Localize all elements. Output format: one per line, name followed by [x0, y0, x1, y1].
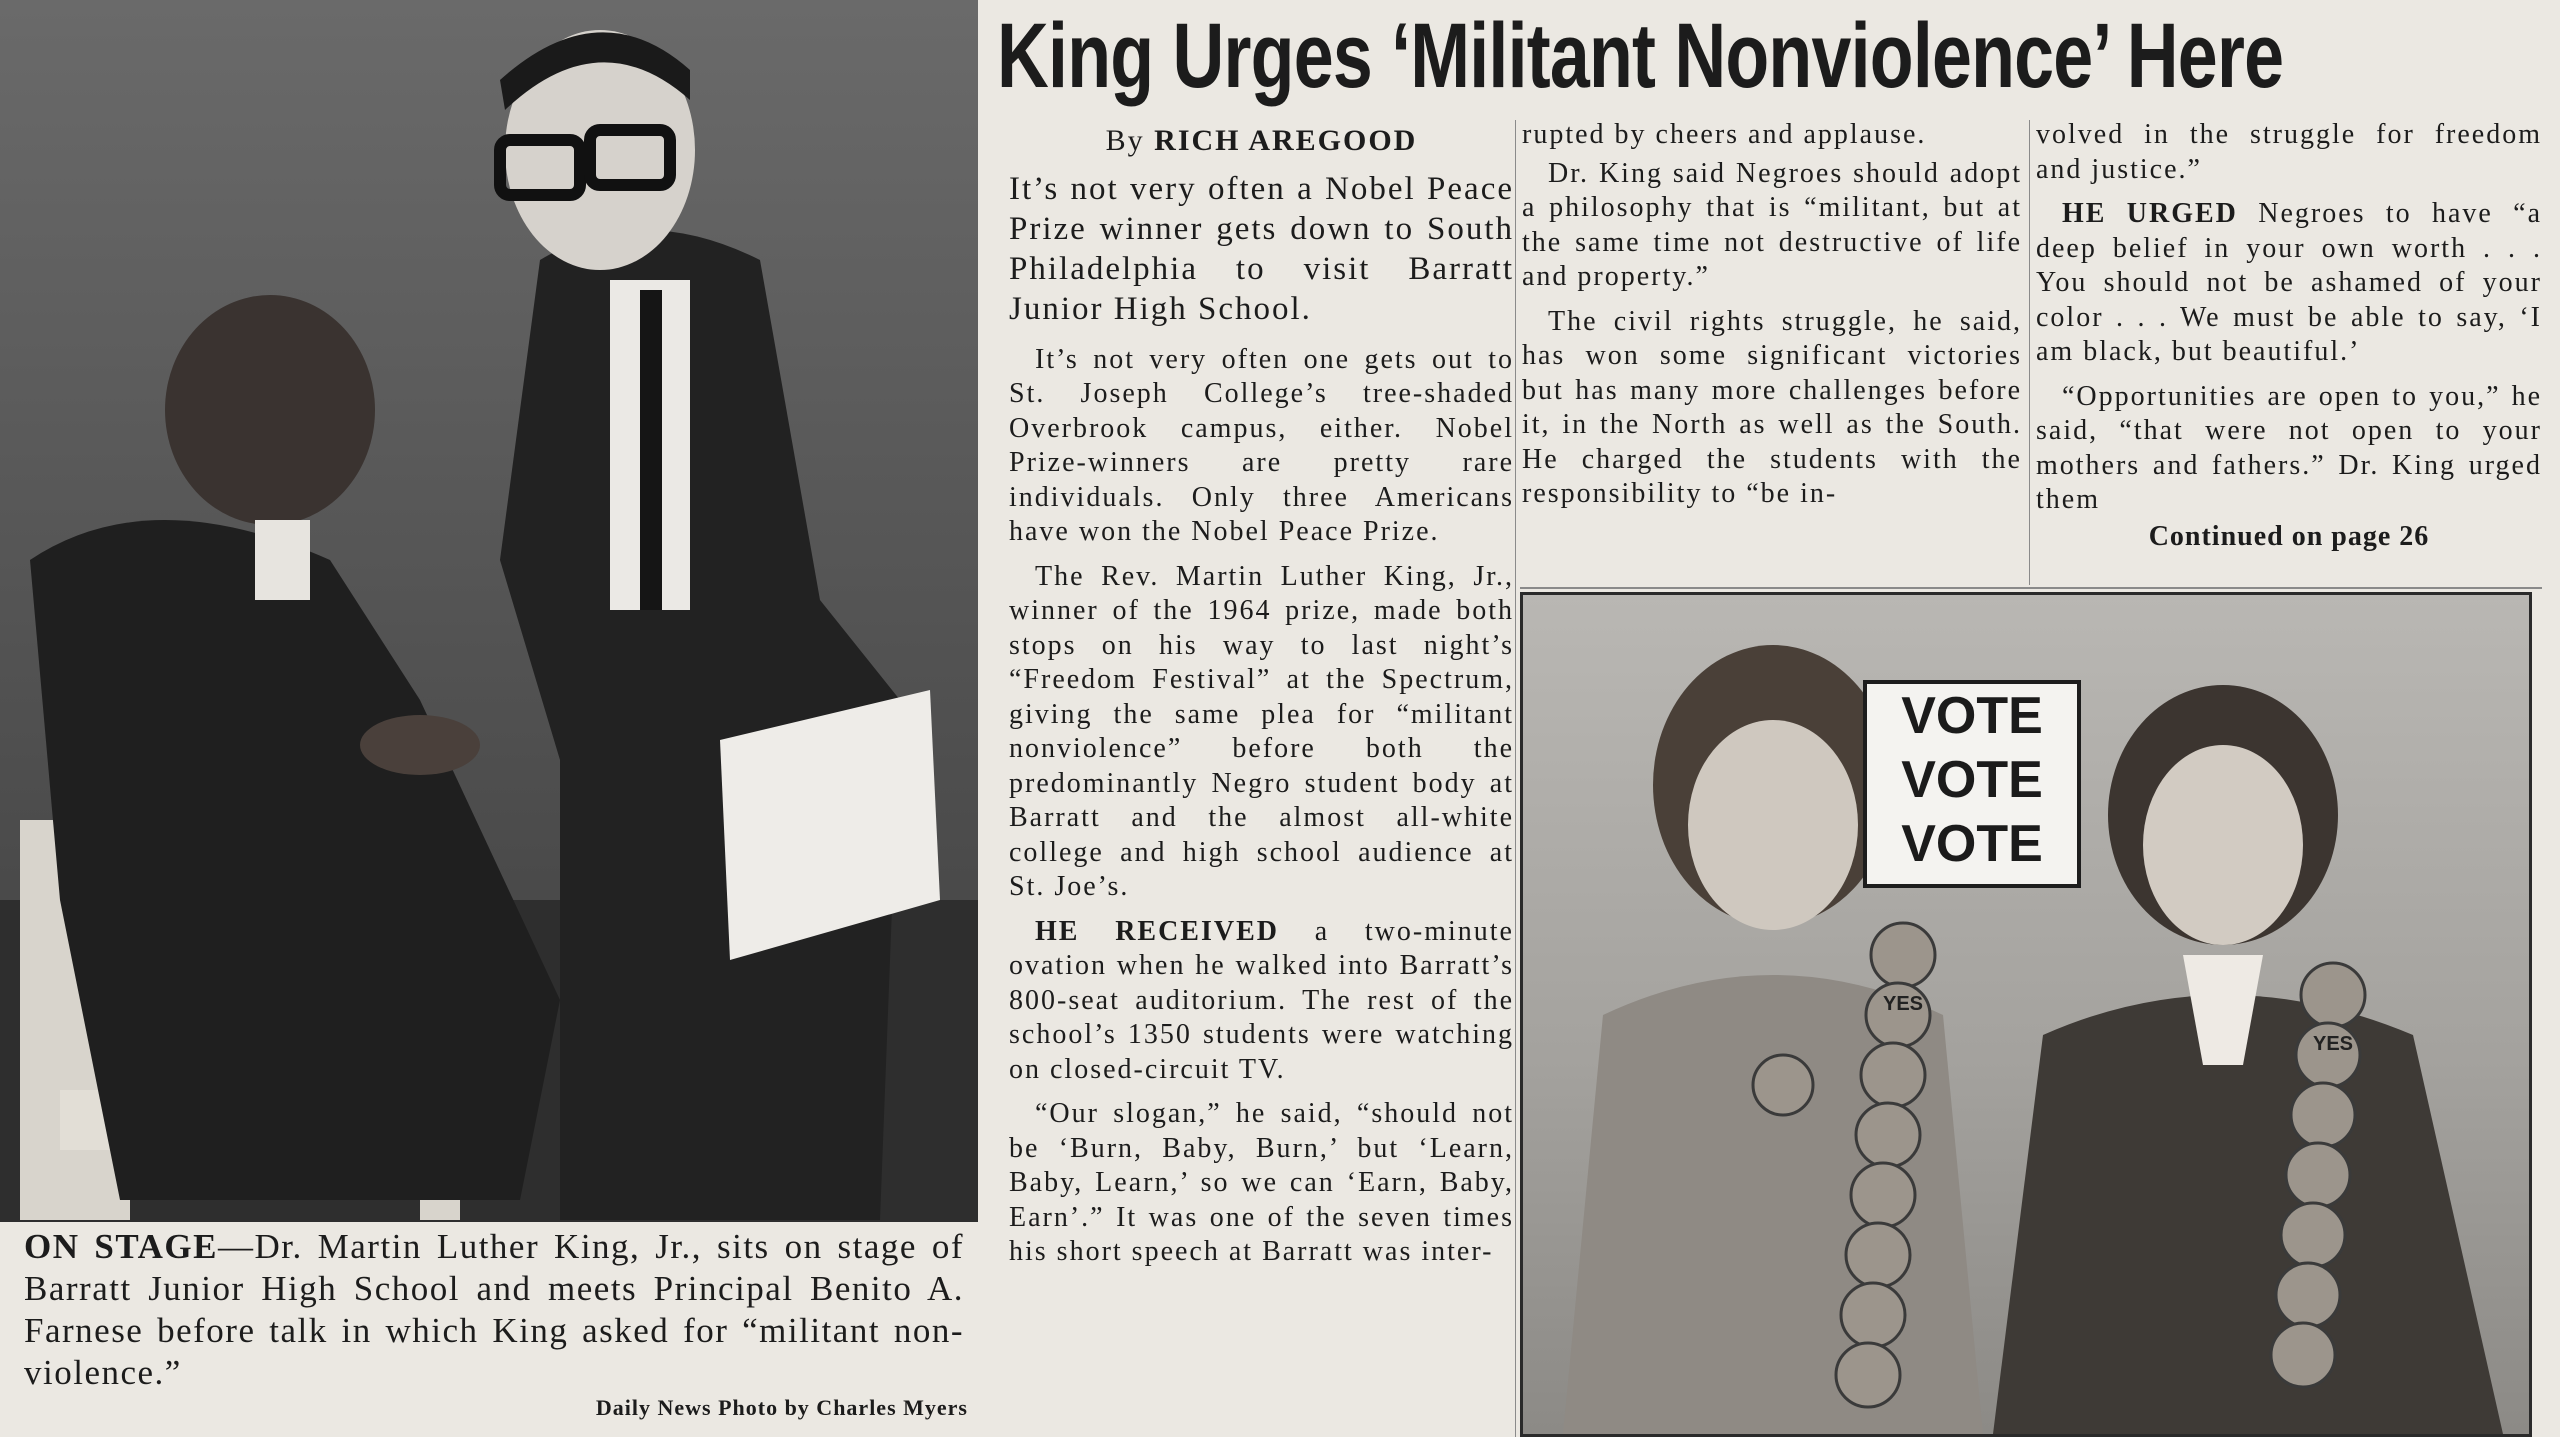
article-paragraph: It’s not very often one gets out to St. Joseph College’s tree-shaded Overbrook campus, either. Nobel Prize-winners are pretty rare individuals. Only three Americans have won the Nobel Peace Prize.: [1009, 343, 1514, 547]
article-paragraph: rupted by cheers and applause.: [1522, 119, 1927, 150]
article-paragraph: “Our slogan,” he said, “should not be ‘Burn, Baby, Burn,’ but ‘Learn, Baby, Learn,’ so we can ‘Earn, Baby, Earn’.” It was one of the seven times his short speech at Barratt was inter-: [1009, 1098, 1514, 1267]
photo-caption: [24, 1226, 964, 1394]
caption-text: —Dr. Martin Luther King, Jr., sits on stage of Barratt Junior High School and meets Principal Benito A. Farnese before talk in which King asked for “militant non-violence.”: [24, 1227, 965, 1392]
column-rule: [1515, 120, 1516, 1437]
subhead: HE URGED: [2062, 198, 2238, 229]
section-rule: [1520, 587, 2542, 589]
article-column-2: [1522, 118, 2022, 522]
article-paragraph: HE RECEIVED a two-minute ovation when he walked into Barratt’s 800-seat auditorium. The rest of the school’s 1350 students were watching on closed-circuit TV.: [1009, 915, 1514, 1085]
article-paragraph: “Opportunities are open to you,” he said, “that were not open to your mothers and fathers.” Dr. King urged them: [2036, 380, 2542, 515]
article-paragraph: The Rev. Martin Luther King, Jr., winner of the 1964 prize, made both stops on his way to last night’s “Freedom Festival” at the Spectrum, giving the same plea for “militant nonviolence” before both the predominantly Negro student body at Barratt and the almost all-white college and high school audience at St. Joe’s.: [1009, 560, 1514, 902]
button-label: YES: [2312, 1033, 2354, 1055]
photo-credit: Daily News Photo by Charles Myers: [595, 1395, 968, 1420]
sign-line: VOTE: [1901, 687, 2043, 745]
article-intro: It’s not very often a Nobel Peace Prize winner gets down to South Philadelphia to visit Barratt Junior High School.: [1009, 170, 1514, 327]
article-column-3: [2036, 118, 2542, 564]
sign-line: VOTE: [1901, 751, 2043, 809]
article-paragraph: The civil rights struggle, he said, has won some significant victories but has many more challenges before it, in the North as well as the South. He charged the students with the responsibility to “be in-: [1522, 305, 2022, 509]
headline: King Urges ‘Militant Nonviolence’ Here: [997, 5, 2284, 107]
continued-link[interactable]: Continued on page 26: [2148, 520, 2430, 552]
subhead: HE RECEIVED: [1035, 915, 1279, 947]
photo-illustration: [0, 0, 978, 1222]
photo-king-and-principal: [0, 0, 978, 1222]
article-paragraph: HE URGED Negroes to have “a deep belief in your own worth . . . You should not be ashamed of your color . . . We must be able to say, ‘I am black, but beautiful.’: [2036, 198, 2542, 367]
caption-lead: ON STAGE: [24, 1227, 218, 1266]
vote-sign: [1863, 680, 2081, 888]
article-column-1: [1009, 120, 1514, 1280]
column-rule: [2029, 120, 2030, 585]
button-label: YES: [1882, 993, 1924, 1015]
sign-line: VOTE: [1901, 815, 2043, 873]
photo-vote-campaign: [1520, 592, 2532, 1437]
byline: By RICH AREGOOD: [1105, 124, 1418, 157]
article-paragraph: Dr. King said Negroes should adopt a philosophy that is “militant, but at the same time not destructive of life and property.”: [1522, 157, 2022, 292]
article-paragraph: volved in the struggle for freedom and justice.”: [2036, 119, 2542, 185]
byline-name: RICH AREGOOD: [1154, 124, 1418, 157]
